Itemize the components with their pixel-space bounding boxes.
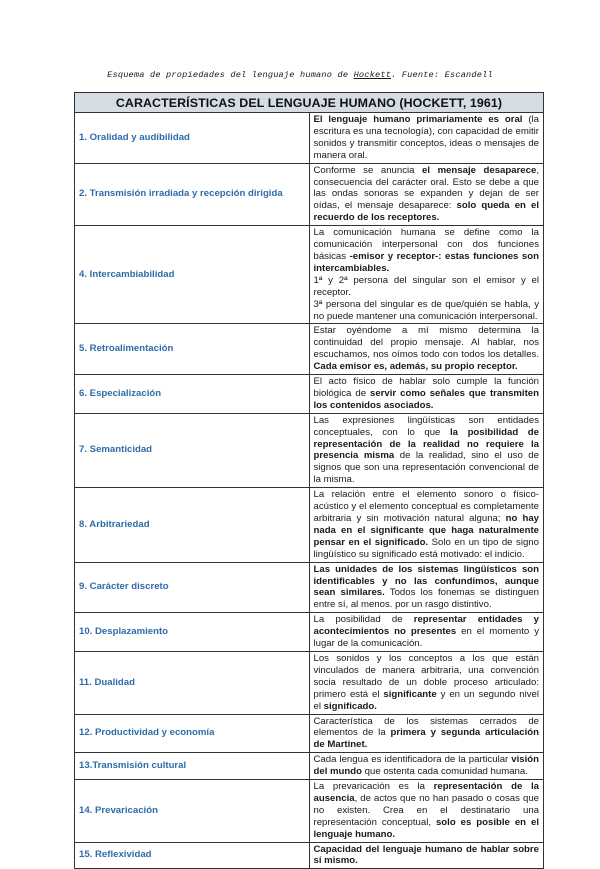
property-description <box>309 613 544 652</box>
property-label: 12. Productividad y economía <box>75 714 310 753</box>
table-row <box>75 113 544 164</box>
bold-text: Capacidad del lenguaje humano de hablar sobre sí mismo. <box>313 843 539 867</box>
text-segment: de la realidad, sino el uso de signos que son una representación convencional de la misma. <box>313 450 539 486</box>
property-description <box>309 163 544 226</box>
table-row <box>75 488 544 562</box>
property-description <box>309 413 544 487</box>
table-title: CARACTERÍSTICAS DEL LENGUAJE HUMANO (HOCKETT, 1961) <box>75 93 544 113</box>
property-label: 11. Dualidad <box>75 651 310 714</box>
property-description <box>309 562 544 613</box>
bold-text: la posibilidad de representación de la realidad no requiere la presencia misma <box>313 426 539 462</box>
property-description <box>309 651 544 714</box>
property-description <box>309 113 544 164</box>
text-segment: 3ª persona del singular es de que/quién se habla, y no puede mantener una comunicación interpersonal. <box>313 298 539 322</box>
hockett-properties-table <box>74 92 544 869</box>
table-row <box>75 714 544 753</box>
text-segment: Solo en un tipo de signo lingüístico su significado está motivado: el indicio. <box>313 536 539 560</box>
text-segment: Las expresiones lingüísticas son entidades conceptuales, con lo que <box>313 414 539 438</box>
bold-text: representar entidades y acontecimientos no presentes <box>313 614 539 638</box>
bold-text: solo es posible en el lenguaje humano. <box>313 816 539 840</box>
bold-text: Las unidades de los sistemas lingüísticos son identificables y no las confundimos, aunque sean similares. <box>313 563 539 599</box>
table-row <box>75 163 544 226</box>
text-segment: La relación entre el elemento sonoro o físico-acústico y el elemento conceptual es completamente arbitraria y sin motivación natural alguna; <box>313 489 539 524</box>
text-segment: en el momento y lugar de la comunicación. <box>313 626 539 650</box>
caption-prefix: Esquema de propiedades del lenguaje humano de <box>107 70 354 80</box>
bold-text: visión del mundo <box>313 754 539 778</box>
property-label: 13.Transmisión cultural <box>75 753 310 780</box>
property-description <box>309 488 544 562</box>
text-segment: Conforme se anuncia <box>313 164 423 176</box>
table-row <box>75 613 544 652</box>
property-description <box>309 780 544 843</box>
bold-text: -emisor y receptor-: estas funciones son intercambiables. <box>313 250 539 274</box>
table-row <box>75 562 544 613</box>
text-segment: Estar oyéndome a mí mismo determina la continuidad del propio mensaje. Al hablar, nos escuchamos, nos oímos todo con todos los detalles. <box>313 325 539 361</box>
property-label: 2. Transmisión irradiada y recepción dirigida <box>75 163 310 226</box>
description-paragraph <box>314 299 540 323</box>
text-segment: La comunicación humana se define como la comunicación interpersonal con dos funciones básicas <box>313 227 539 262</box>
property-description <box>309 226 544 324</box>
table-row <box>75 226 544 324</box>
table-row <box>75 375 544 414</box>
table-row <box>75 324 544 375</box>
bold-text: primera y segunda articulación de Martinet. <box>313 727 539 751</box>
property-label: 9. Carácter discreto <box>75 562 310 613</box>
text-segment: (la escritura es una tecnología), con capacidad de emitir sonidos y transmitir conceptos, ideas o mensajes de manera oral. <box>313 114 540 161</box>
property-label: 7. Semanticidad <box>75 413 310 487</box>
property-description <box>309 714 544 753</box>
property-label: 5. Retroalimentación <box>75 324 310 375</box>
table-row <box>75 753 544 780</box>
description-paragraph <box>314 275 540 299</box>
property-description <box>309 842 544 869</box>
property-label: 6. Especialización <box>75 375 310 414</box>
table-row <box>75 842 544 869</box>
text-segment: Cada lengua es identificadora de la particular <box>313 754 512 766</box>
text-segment: que ostenta cada comunidad humana. <box>362 766 528 778</box>
figure-caption <box>0 70 600 80</box>
property-label: 15. Reflexividad <box>75 842 310 869</box>
bold-text: solo queda en el recuerdo de los receptores. <box>313 200 539 224</box>
property-label: 8. Arbitrariedad <box>75 488 310 562</box>
bold-text: Cada emisor es, además, su propio receptor. <box>313 361 518 373</box>
property-label: 14. Prevaricación <box>75 780 310 843</box>
text-segment: Los sonidos y los conceptos a los que están vinculados de manera arbitraria, una convención socia resultado de un doble proceso articulado: primero está el <box>313 652 539 700</box>
text-segment: y en un segundo nivel el <box>313 688 539 712</box>
table-row <box>75 780 544 843</box>
text-segment: 1ª y 2ª persona del singular son el emisor y el receptor. <box>313 274 539 298</box>
bold-text: significado. <box>323 700 377 712</box>
property-description <box>309 753 544 780</box>
description-paragraph <box>314 227 540 275</box>
text-segment: , de actos que no han pasado o cosas que no existen. Crea en el destinatario una representación conceptual, <box>313 792 539 828</box>
bold-text: el mensaje desaparece <box>422 164 537 176</box>
bold-text: representación de la ausencia <box>313 781 539 804</box>
text-segment: Característica de los sistemas cerrados de elementos de la <box>313 715 539 739</box>
text-segment: Todos los fonemas se distinguen entre sí, al menos. por un rasgo distintivo. <box>313 587 539 611</box>
bold-text: no hay nada en el significante que haga naturalmente pensar en el significado. <box>313 513 540 548</box>
property-label: 4. Intercambiabilidad <box>75 226 310 324</box>
property-description <box>309 324 544 375</box>
caption-suffix: . Fuente: Escandell <box>391 70 493 80</box>
table-row <box>75 413 544 487</box>
caption-hockett-link[interactable]: Hockett <box>353 70 392 80</box>
text-segment: La posibilidad de <box>313 614 414 626</box>
property-description <box>309 375 544 414</box>
property-label: 1. Oralidad y audibilidad <box>75 113 310 164</box>
text-segment: La prevaricación es la <box>313 781 434 793</box>
text-segment: , consecuencia del carácter oral. Esto se debe a que las ondas sonoras se expanden y dejan de ser oídas, el mensaje desaparece: <box>313 164 539 212</box>
table-row <box>75 651 544 714</box>
property-label: 10. Desplazamiento <box>75 613 310 652</box>
table-body <box>75 113 544 869</box>
bold-text: servir como señales que transmiten los contenidos asociados. <box>313 387 539 411</box>
bold-text: El lenguaje humano primariamente es oral <box>313 114 523 125</box>
text-segment: El acto físico de hablar solo cumple la función biológica de <box>313 376 539 399</box>
bold-text: significante <box>383 688 437 700</box>
